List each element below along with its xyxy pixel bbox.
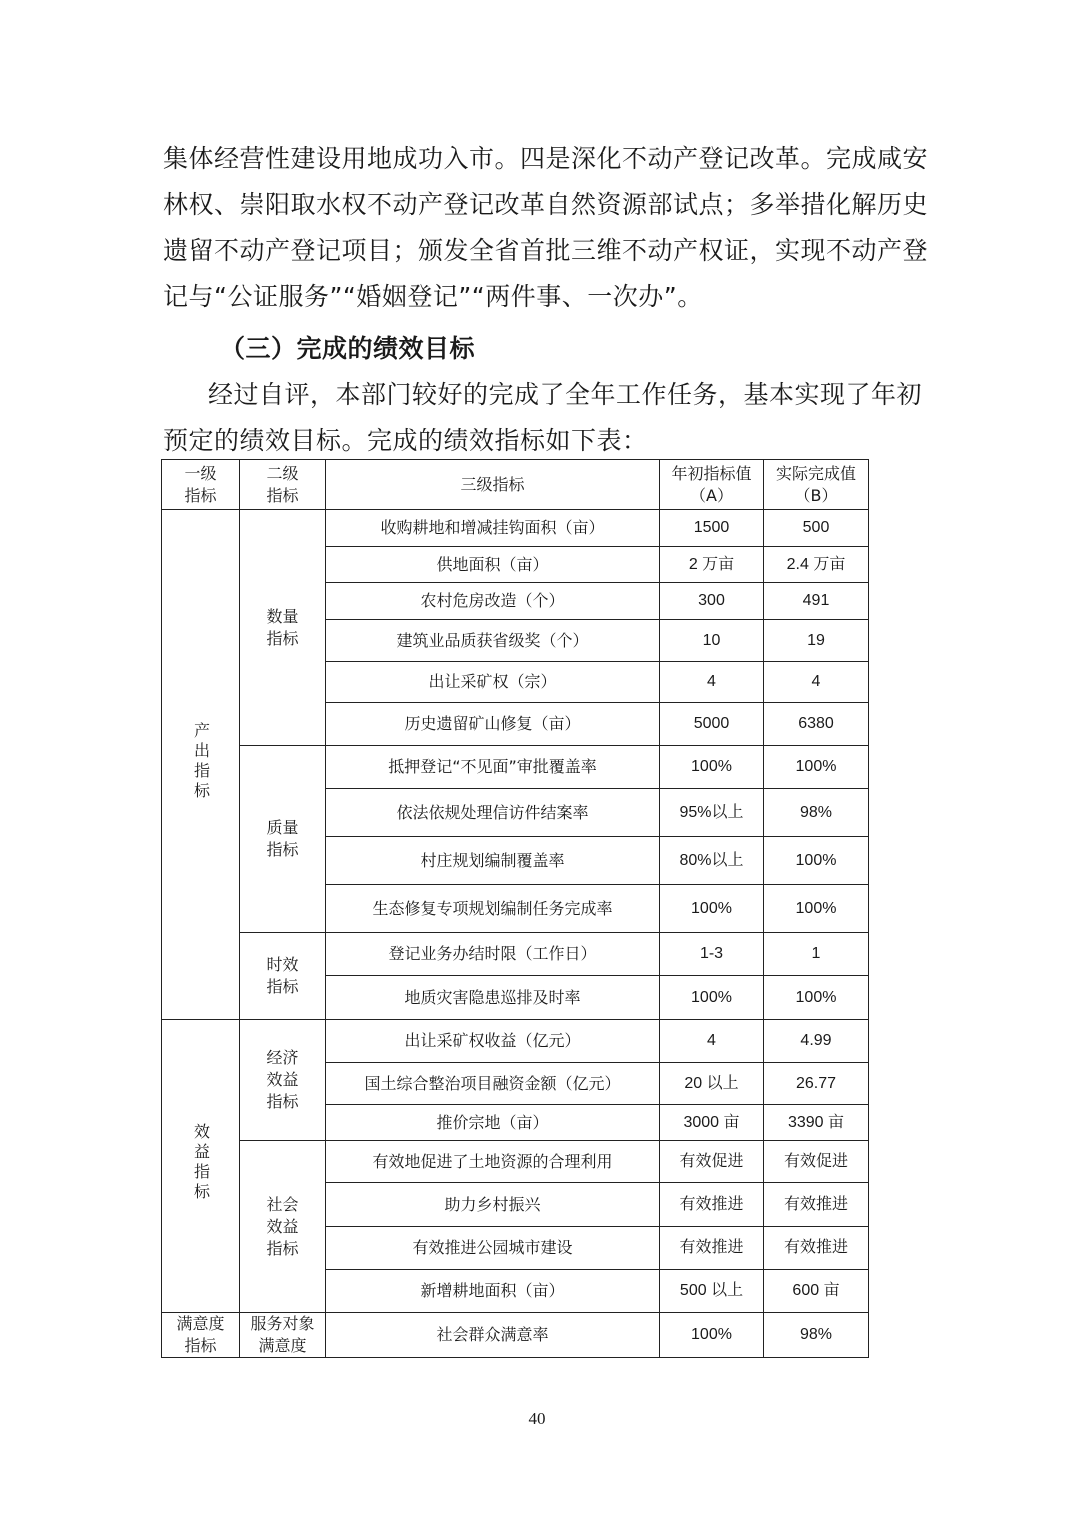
target-value: 有效推进 — [660, 1227, 764, 1270]
target-value: 4 — [660, 662, 764, 703]
indicator-name: 出让采矿权（宗） — [326, 662, 660, 703]
header-level1-text: 一级 指标 — [184, 463, 217, 505]
actual-value: 有效推进 — [764, 1183, 869, 1227]
target-value: 300 — [660, 583, 764, 620]
table-row — [162, 746, 869, 789]
level2-label: 经济 效益 指标 — [266, 1048, 299, 1111]
actual-value: 100% — [764, 885, 869, 933]
target-value: 4 — [660, 1020, 764, 1063]
intro-line: 记与“公证服务”“婚姻登记”“两件事、一次办”。 — [163, 282, 703, 311]
table-row — [162, 1141, 869, 1183]
performance-table — [161, 459, 869, 1358]
table-row — [162, 1020, 869, 1063]
indicator-name: 社会群众满意率 — [326, 1313, 660, 1358]
header-actual — [764, 460, 869, 510]
level2-cell — [240, 933, 326, 1020]
target-value: 有效促进 — [660, 1141, 764, 1183]
indicator-name: 国土综合整治项目融资金额（亿元） — [326, 1063, 660, 1105]
level1-label: 效益指标 — [191, 1123, 211, 1203]
actual-value: 100% — [764, 837, 869, 885]
intro-line: 遗留不动产登记项目；颁发全省首批三维不动产权证，实现不动产登 — [163, 236, 929, 265]
indicator-name: 农村危房改造（个） — [326, 583, 660, 620]
indicator-name: 依法依规处理信访件结案率 — [326, 789, 660, 837]
target-value: 1500 — [660, 510, 764, 547]
target-value: 80%以上 — [660, 837, 764, 885]
indicator-name: 新增耕地面积（亩） — [326, 1270, 660, 1313]
header-actual-text: 实际完成值 （B） — [775, 463, 856, 505]
indicator-name: 生态修复专项规划编制任务完成率 — [326, 885, 660, 933]
target-value: 10 — [660, 620, 764, 662]
actual-value: 4 — [764, 662, 869, 703]
indicator-name: 建筑业品质获省级奖（个） — [326, 620, 660, 662]
indicator-name: 出让采矿权收益（亿元） — [326, 1020, 660, 1063]
level2-label: 社会 效益 指标 — [266, 1194, 299, 1258]
actual-value: 100% — [764, 746, 869, 789]
indicator-name: 供地面积（亩） — [326, 547, 660, 583]
actual-value: 4.99 — [764, 1020, 869, 1063]
level1-cell — [162, 510, 240, 1020]
actual-value: 1 — [764, 933, 869, 976]
actual-value: 26.77 — [764, 1063, 869, 1105]
indicator-name: 村庄规划编制覆盖率 — [326, 837, 660, 885]
actual-value: 500 — [764, 510, 869, 547]
target-value: 1-3 — [660, 933, 764, 976]
actual-value: 98% — [764, 1313, 869, 1358]
level2-cell — [240, 746, 326, 933]
level1-cell — [162, 1313, 240, 1358]
performance-table-body — [162, 460, 869, 1358]
level2-cell — [240, 1020, 326, 1141]
actual-value: 19 — [764, 620, 869, 662]
level2-label: 数量 指标 — [266, 606, 299, 648]
level1-cell — [162, 1020, 240, 1313]
indicator-name: 地质灾害隐患巡排及时率 — [326, 976, 660, 1020]
summary-line: 预定的绩效目标。完成的绩效指标如下表： — [163, 426, 648, 455]
level2-cell — [240, 510, 326, 746]
summary-paragraph — [163, 372, 923, 464]
indicator-name: 有效地促进了土地资源的合理利用 — [326, 1141, 660, 1183]
level2-label: 时效 指标 — [266, 955, 299, 996]
indicator-name: 助力乡村振兴 — [326, 1183, 660, 1227]
level2-label: 质量 指标 — [266, 818, 299, 859]
actual-value: 2.4 万亩 — [764, 547, 869, 583]
actual-value: 3390 亩 — [764, 1105, 869, 1141]
table-row — [162, 1313, 869, 1358]
intro-line: 集体经营性建设用地成功入市。四是深化不动产登记改革。完成咸安 — [163, 144, 929, 173]
actual-value: 有效促进 — [764, 1141, 869, 1183]
level2-cell — [240, 1313, 326, 1358]
page-number: 40 — [528, 1409, 546, 1428]
header-level2 — [240, 460, 326, 510]
target-value: 20 以上 — [660, 1063, 764, 1105]
table-row — [162, 510, 869, 547]
table-header-row — [162, 460, 869, 510]
target-value: 100% — [660, 1313, 764, 1358]
actual-value: 6380 — [764, 703, 869, 746]
level1-label: 满意度 指标 — [176, 1314, 225, 1355]
header-target — [660, 460, 764, 510]
header-target-text: 年初指标值 （A） — [671, 463, 752, 505]
indicator-name: 推价宗地（亩） — [326, 1105, 660, 1141]
level1-label: 产出指标 — [191, 721, 211, 802]
actual-value: 有效推进 — [764, 1227, 869, 1270]
summary-line: 经过自评，本部门较好的完成了全年工作任务，基本实现了年初 — [208, 380, 923, 409]
intro-paragraph — [163, 136, 929, 320]
indicator-name: 登记业务办结时限（工作日） — [326, 933, 660, 976]
actual-value: 98% — [764, 789, 869, 837]
indicator-name: 历史遗留矿山修复（亩） — [326, 703, 660, 746]
target-value: 500 以上 — [660, 1270, 764, 1313]
intro-line: 林权、崇阳取水权不动产登记改革自然资源部试点；多举措化解历史 — [163, 190, 929, 219]
target-value: 3000 亩 — [660, 1105, 764, 1141]
header-level2-text: 二级 指标 — [266, 463, 299, 505]
target-value: 100% — [660, 976, 764, 1020]
actual-value: 600 亩 — [764, 1270, 869, 1313]
indicator-name: 收购耕地和增减挂钩面积（亩） — [326, 510, 660, 547]
table-row — [162, 933, 869, 976]
target-value: 5000 — [660, 703, 764, 746]
indicator-name: 抵押登记“不见面”审批覆盖率 — [326, 746, 660, 789]
target-value: 95%以上 — [660, 789, 764, 837]
header-level3: 三级指标 — [326, 460, 660, 510]
target-value: 有效推进 — [660, 1183, 764, 1227]
target-value: 100% — [660, 885, 764, 933]
level2-cell — [240, 1141, 326, 1313]
header-level1 — [162, 460, 240, 510]
actual-value: 100% — [764, 976, 869, 1020]
section-heading: （三）完成的绩效目标 — [220, 334, 476, 363]
actual-value: 491 — [764, 583, 869, 620]
target-value: 100% — [660, 746, 764, 789]
target-value: 2 万亩 — [660, 547, 764, 583]
level2-label: 服务对象 满意度 — [250, 1314, 315, 1355]
indicator-name: 有效推进公园城市建设 — [326, 1227, 660, 1270]
